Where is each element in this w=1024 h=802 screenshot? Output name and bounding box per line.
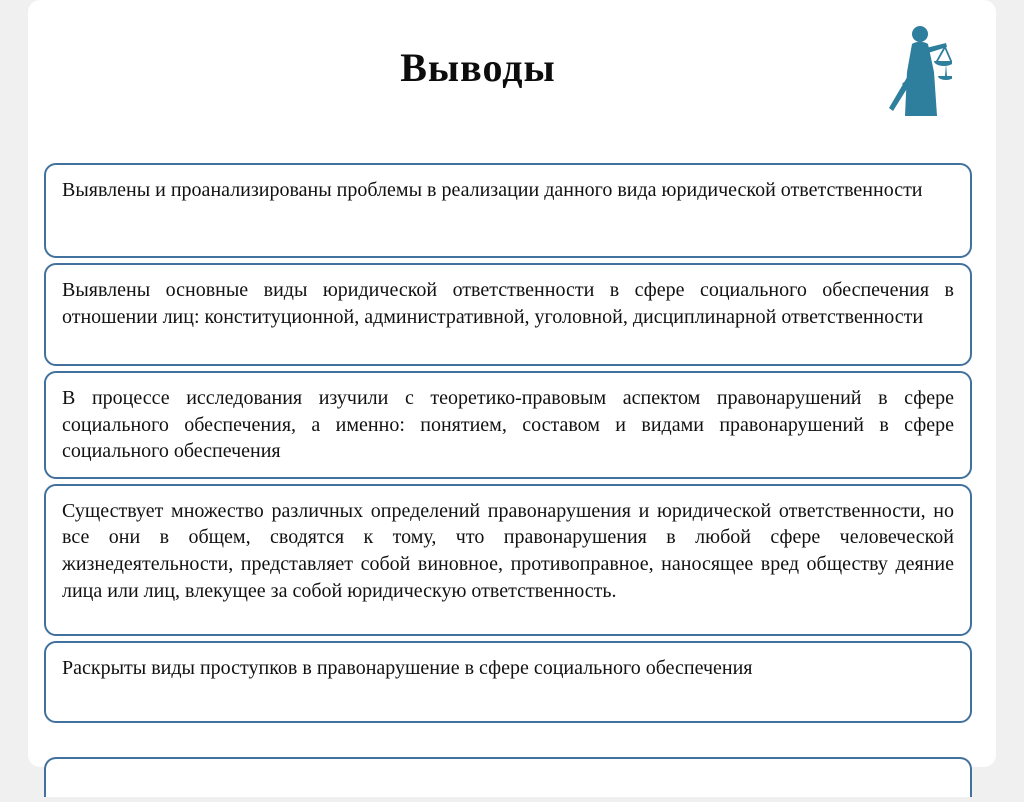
conclusion-text-5: Раскрыты виды проступков в правонарушение в сфере социального обеспечения <box>62 656 753 679</box>
conclusion-box-partial <box>44 757 972 797</box>
conclusion-text-3: В процессе исследования изучили с теоретико-правовым аспектом правонарушений в сфере социального обеспечения, а именно: понятием, составом и видами правонарушений в сфере социального обеспечения <box>62 387 954 463</box>
conclusion-box-2 <box>44 263 972 366</box>
conclusion-text-1: Выявлены и проанализированы проблемы в реализации данного вида юридической ответственности <box>62 179 923 201</box>
conclusion-text-4: Существует множество различных определений правонарушения и юридической ответственности, но все они в общем, сводятся к тому, что правонарушения в любой сфере человеческой жизнедеятельности, представляет собой виновное, противоправное, наносящее вред обществу деяние лица или лиц, влекущее за собой юридическую ответственность. <box>62 499 954 602</box>
conclusion-text-2: Выявлены основные виды юридической ответственности в сфере социального обеспечения в отношении лиц: конституционной, административной, уголовной, дисциплинарной ответственности <box>62 279 954 328</box>
conclusion-box-1 <box>44 163 972 258</box>
slide-title-area <box>28 44 928 91</box>
slide <box>28 0 996 767</box>
conclusion-box-5 <box>44 641 972 723</box>
themis-justice-icon <box>880 24 952 120</box>
conclusion-box-3 <box>44 371 972 479</box>
slide-title: Выводы <box>400 45 556 90</box>
conclusion-box-4 <box>44 484 972 636</box>
conclusions-list <box>44 163 972 802</box>
